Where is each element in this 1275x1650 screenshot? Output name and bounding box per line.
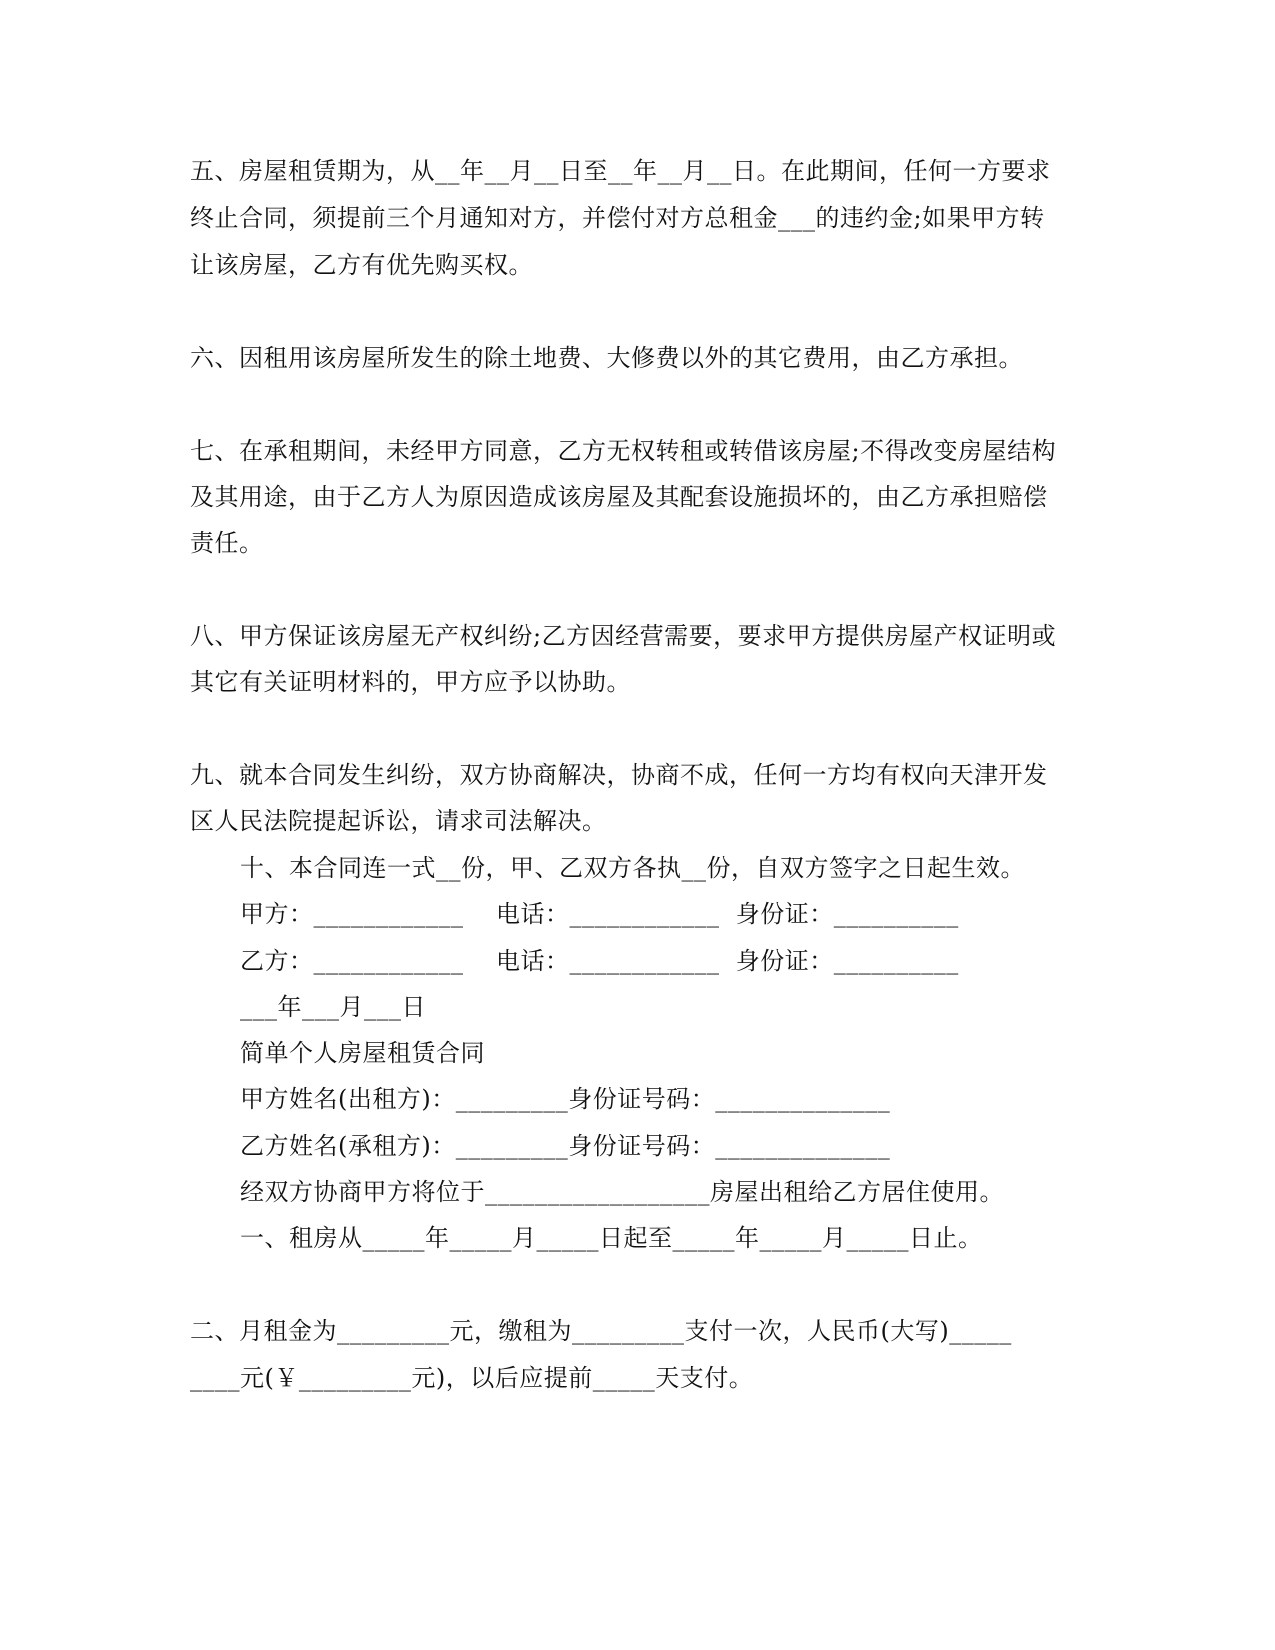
clause-7-line-2: 及其用途，由于乙方人为原因造成该房屋及其配套设施损坏的，由乙方承担赔偿 [190, 483, 1048, 511]
clause-7-line-1: 七、在承租期间，未经甲方同意，乙方无权转租或转借该房屋;不得改变房屋结构 [190, 437, 1057, 465]
clause-9-line-1: 九、就本合同发生纠纷，双方协商解决，协商不成，任何一方均有权向天津开发 [190, 761, 1048, 789]
rent-clause-line-1: 二、月租金为_________元，缴租为_________支付一次，人民币(大写)_____ [190, 1317, 1012, 1345]
property-location-line: 经双方协商甲方将位于__________________房屋出租给乙方居住使用。 [240, 1178, 1004, 1206]
clause-6-line-1: 六、因租用该房屋所发生的除土地费、大修费以外的其它费用，由乙方承担。 [190, 344, 1023, 372]
rent-clause-line-2: ____元(￥_________元)，以后应提前_____天支付。 [190, 1364, 754, 1392]
clause-10: 十、本合同连一式__份，甲、乙双方各执__份，自双方签字之日起生效。 [240, 854, 1025, 882]
clause-8-line-1: 八、甲方保证该房屋无产权纠纷;乙方因经营需要，要求甲方提供房屋产权证明或 [190, 622, 1057, 650]
second-contract-title: 简单个人房屋租赁合同 [240, 1039, 485, 1067]
clause-7-line-3: 责任。 [190, 529, 264, 557]
clause-5-line-2: 终止合同，须提前三个月通知对方，并偿付对方总租金___的违约金;如果甲方转 [190, 204, 1045, 232]
clause-5-line-3: 让该房屋，乙方有优先购买权。 [190, 251, 533, 279]
clause-9-line-2: 区人民法院提起诉讼，请求司法解决。 [190, 807, 607, 835]
signature-party-a: 甲方：____________ 电话：____________ 身份证：__________ [240, 900, 959, 928]
signature-party-b: 乙方：____________ 电话：____________ 身份证：__________ [240, 947, 959, 975]
signing-date: ___年___月___日 [240, 993, 426, 1021]
clause-8-line-2: 其它有关证明材料的，甲方应予以协助。 [190, 668, 631, 696]
clause-5-line-1: 五、房屋租赁期为，从__年__月__日至__年__月__日。在此期间，任何一方要求 [190, 157, 1051, 185]
lease-term-line: 一、租房从_____年_____月_____日起至_____年_____月_____日止。 [240, 1224, 983, 1252]
party-a-name-line: 甲方姓名(出租方)：_________身份证号码：______________ [240, 1085, 891, 1113]
party-b-name-line: 乙方姓名(承租方)：_________身份证号码：______________ [240, 1132, 891, 1160]
